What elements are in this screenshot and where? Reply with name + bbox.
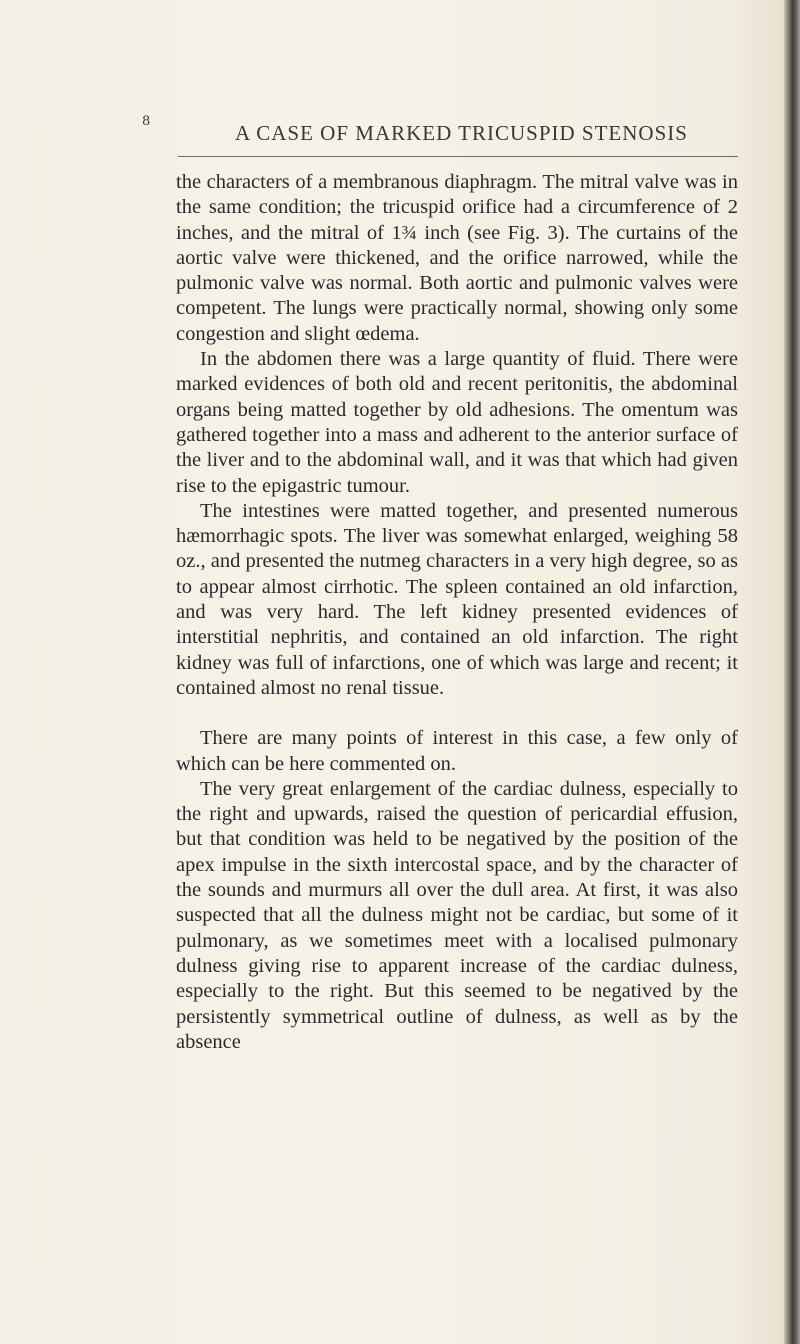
running-title: A CASE OF MARKED TRICUSPID STENOSIS <box>235 121 688 145</box>
paragraph-points-of-interest: There are many points of interest in this case, a few only of which can be here commented on. <box>176 727 738 775</box>
body-text <box>176 170 738 1055</box>
paragraph-continued: the characters of a membranous diaphragm. The mitral valve was in the same condition; the tricuspid orifice had a circumference of 2 inches, and the mitral of 1¾ inch (see Fig. 3). The curtains of the aortic valve were thickened, and the orifice narrowed, while the pulmonic valve was normal. Both aortic and pulmonic valves were competent. The lungs were practically normal, showing only some congestion and slight œdema. <box>176 171 738 345</box>
page-edge-shadow <box>784 0 800 1344</box>
page-number: 8 <box>142 114 151 129</box>
paragraph-intestines: The intestines were matted together, and presented numerous hæmorrhagic spots. The liver was somewhat enlarged, weighing 58 oz., and presented the nutmeg characters in a very high degree, so as to appear almost cirrhotic. The spleen contained an old infarction, and was very hard. The left kidney presented evidences of interstitial nephritis, and contained an old infarction. The right kidney was full of infarctions, one of which was large and recent; it contained almost no renal tissue. <box>176 499 738 699</box>
paragraph-cardiac-dulness: The very great enlargement of the cardiac dulness, especially to the right and upwards, raised the question of pericardial effusion, but that condition was held to be negatived by the position of the apex impulse in the sixth intercostal space, and by the character of the sounds and murmurs all over the dull area. At first, it was also suspected that all the dulness might not be cardiac, but some of it pulmonary, as we sometimes meet with a localised pulmonary dulness giving rise to apparent increase of the cardiac dulness, especially to the right. But this seemed to be negatived by the persistently symmetrical outline of dulness, as well as by the absence <box>176 777 738 1053</box>
paragraph-abdomen: In the abdomen there was a large quantity of fluid. There were marked evidences of both old and recent peritonitis, the abdominal organs being matted together by old adhesions. The omentum was gathered together into a mass and adherent to the anterior surface of the liver and to the abdominal wall, and it was that which had given rise to the epigastric tumour. <box>176 348 738 497</box>
header-rule <box>178 156 738 157</box>
